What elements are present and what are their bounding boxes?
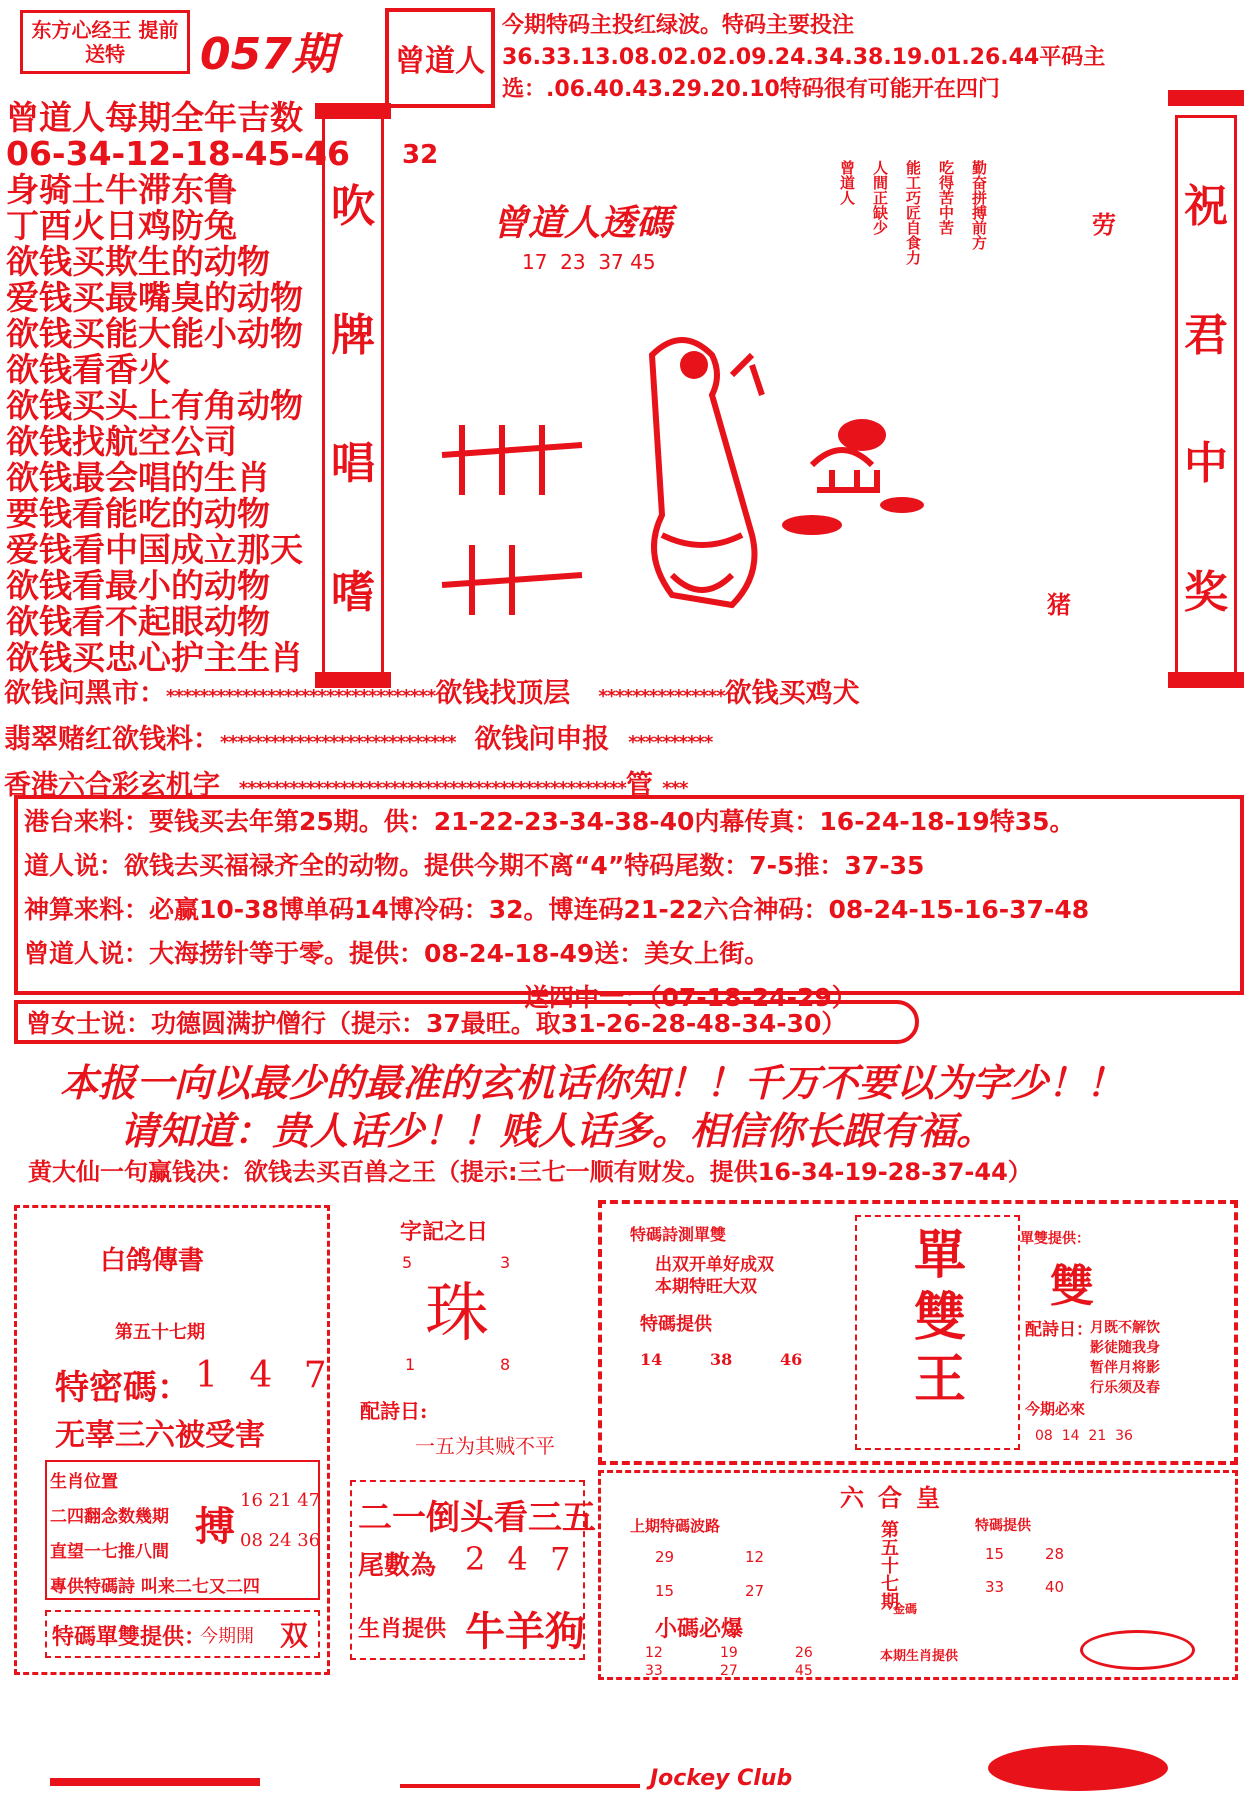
star-line [4,672,860,718]
side-col: 勤奋拼搏前方 [970,160,988,250]
info-line: 送四中一：（07-18-24-29） [524,983,857,1012]
side-col: 吃得苦中苦 [937,160,955,235]
liuhe-right-label: 特碼提供 [975,1518,1031,1534]
banner-char: 祝 [1184,181,1228,233]
table-row: 生肖位置 [50,1472,118,1492]
char-title: 字記之日 [400,1219,489,1245]
star-fill: ********** [628,732,713,753]
liuhe-num: 27 [745,1582,765,1600]
info-line: 港台来料：要钱买去年第25期。供：21-22-23-34-38-40内幕传真：16-24-18-19特35。 [24,807,1075,836]
bo-char: 搏 [195,1503,235,1550]
list-item: 身骑土牛滞东鲁 [6,170,237,209]
star-line [4,718,860,764]
dan-result: 双 [280,1619,309,1652]
info-line: 曾道人说：大海捞针等于零。提供：08-24-18-49送：美女上街。 [24,939,770,968]
list-item: 欲钱看不起眼动物 [6,602,270,641]
list-item: 欲钱看最小的动物 [6,566,270,605]
panel-liuhe-title: 六合皇 [840,1483,954,1512]
banner-cap [1168,90,1244,106]
zodiac-value: 牛羊狗 [465,1608,585,1655]
left-clue-list [6,100,350,676]
small-num: 45 [795,1663,813,1679]
seal-stamp: 曾道人 [385,8,495,108]
today-label: 今期必來 [1025,1400,1086,1418]
picture-title: 曾道人透碼 [492,202,673,244]
side-word: 劳 [1092,211,1116,239]
small-num: 27 [720,1663,738,1679]
poem-label: 配詩日: [360,1399,428,1423]
list-item: 欲钱买忠心护主生肖 [6,638,303,677]
right-poem [1090,1318,1160,1398]
pigeon-nums-2: 08 24 36 [240,1530,321,1551]
list-item: 要钱看能吃的动物 [6,494,270,533]
zodiac-label: 生肖提供 [358,1616,447,1642]
star-fill: ********************************************** [238,778,626,799]
issue-number: 057期 [200,29,336,80]
liuhe-mid2: 金碼 [893,1602,918,1616]
liuhe-left-label: 上期特碼波路 [630,1517,721,1535]
small-row-1 [645,1645,813,1661]
list-item: 丁酉火日鸡防兔 [6,206,237,245]
panel-pigeon-title: 白鸽傳書 [100,1246,205,1276]
liuhe-num: 15 [655,1582,675,1600]
corner-number: 32 [402,140,439,170]
liuhe-zodiac-label: 本期生肖提供 [880,1649,959,1664]
pigeon-poem: 无辜三六被受害 [55,1418,265,1453]
info-line: 道人说：欲钱去买福禄齐全的动物。提供今期不离“4”特码尾数：7-5推：37-35 [24,851,925,880]
liuhe-mid: 第五十七期 [878,1520,899,1610]
huang-line: 黄大仙一句赢钱决：欲钱去买百兽之王（提示:三七一顺有财发。提供16-34-19-28-37-44） [28,1158,1032,1186]
small-row-2 [645,1663,813,1679]
list-item: 06-34-12-18-45-46 [6,134,351,173]
king-char: 雙 [913,1287,966,1348]
star-fill: *** [662,778,688,799]
banner-char: 君 [1184,309,1228,361]
poem-line: 暂伴月将影 [1090,1360,1160,1376]
liuhe-num: 28 [1045,1545,1065,1563]
star-fill: ******************************** [166,686,436,707]
special-code: 1 4 7 [195,1355,337,1396]
dan-label: 特碼單雙提供： [52,1624,207,1650]
big-char: 珠 [425,1277,489,1351]
right-vertical-banner [1175,115,1237,675]
tail-nums: 2 4 7 [465,1540,577,1578]
list-item: 欲钱买能大能小动物 [6,314,303,353]
liuhe-num: 15 [985,1545,1005,1563]
num-3: 3 [500,1253,511,1272]
poem-line: 月既不解饮 [1090,1320,1160,1336]
liuhe-r2 [655,1582,764,1600]
panel-pigeon-issue: 第五十七期 [115,1322,205,1343]
side-columns [837,160,990,265]
scene-drawing [432,315,992,635]
poem-line: 行乐须及春 [1090,1380,1160,1396]
banner-char: 唱 [331,438,375,490]
oddeven-line-1: 出双开单好成双 [655,1255,774,1275]
header-notice: 今期特码主投红绿波。特码主要投注36.33.13.08.02.02.09.24.34.38.19.01.26.44平码主选：.06.40.43.29.20.10特码很有可能开在四门 [502,13,1106,102]
info-last-line: 曾女士说：功德圆满护僧行（提示：37最旺。取31-26-28-48-34-30） [26,1009,847,1038]
banner-char: 牌 [331,309,375,361]
footer-dash [400,1784,640,1788]
king-char: 單 [913,1225,966,1286]
jockey-club-text: Jockey Club [650,1766,793,1791]
oddeven-line-2: 本期特旺大双 [655,1277,757,1297]
banner-char: 嗜 [331,566,375,618]
list-item: 爱钱看中国成立那天 [6,530,303,569]
side-col: 人間正缺少 [871,160,889,235]
liuhe-num: 40 [1045,1578,1065,1596]
right-big: 雙 [1050,1261,1094,1312]
illustration-panel [392,115,1172,635]
poem-line: 影徒随我身 [1090,1340,1160,1356]
footer-bar [50,1778,260,1786]
star-line-label: 欲钱问黑市： [4,678,166,709]
liuhe-num: 29 [655,1548,675,1566]
oddeven-king [895,1225,985,1411]
king-char: 王 [913,1349,966,1410]
oddeven-num: 46 [780,1350,803,1369]
star-line-clue: 管 [625,770,653,801]
footer-emblem [988,1745,1168,1791]
logo-block: 东方心经王 提前送特 [20,10,190,74]
star-fill: **************************** [220,732,456,753]
table-row: 二四翻念数幾期 [50,1507,169,1527]
star-fill: *************** [598,686,725,707]
big-phrase: 二一倒头看三五 [358,1498,596,1538]
poem-text: 一五为其贼不平 [415,1434,555,1458]
small-code-title: 小碼必爆 [655,1616,744,1642]
panel-oddeven-title: 特碼詩測單雙 [630,1225,727,1244]
num-5: 5 [402,1253,413,1272]
oddeven-sub: 特碼提供 [640,1314,712,1335]
list-item: 欲钱找航空公司 [6,422,237,461]
list-item: 欲钱最会唱的生肖 [6,458,270,497]
liuhe-num: 12 [745,1548,765,1566]
liuhe-emblem [1080,1630,1195,1670]
small-num: 12 [645,1645,663,1661]
star-line-clue: 欲钱问申报 [474,724,610,755]
oddeven-num: 38 [710,1350,733,1369]
banner-char: 中 [1184,438,1228,490]
code-label: 特密碼： [55,1368,191,1408]
list-item: 欲钱买欺生的动物 [6,242,270,281]
banner-cap [1168,672,1244,688]
liuhe-r4 [985,1578,1064,1596]
right-title: 單雙提供： [1020,1231,1090,1247]
today-nums: 08 14 21 36 [1035,1428,1133,1444]
tail-label: 尾數為 [358,1551,437,1581]
list-item: 欲钱看香火 [6,350,171,389]
picture-numbers: 17 23 37 45 [522,250,656,274]
star-line-clue: 欲钱买鸡犬 [724,678,860,709]
small-num: 26 [795,1645,813,1661]
side-col: 曾道人 [838,160,856,205]
list-item: 欲钱买头上有角动物 [6,386,303,425]
slogan-line-1: 本报一向以最少的最准的玄机话你知！！千万不要以为字少！！ [60,1060,1125,1105]
list-item: 曾道人每期全年吉数 [6,98,303,137]
oddeven-nums [640,1350,850,1369]
list-item: 爱钱买最嘴臭的动物 [6,278,303,317]
side-col: 能工巧匠自食力 [904,160,922,265]
star-line-clue: 欲钱找顶层 [435,678,571,709]
star-lines [4,672,860,810]
liuhe-r3 [985,1545,1064,1563]
banner-cap [315,103,391,119]
star-line-label: 翡翠赌红欲钱料： [4,724,220,755]
banner-char: 奖 [1184,566,1228,618]
right-label: 配詩日： [1025,1320,1093,1340]
slogan-line-2: 请知道：贵人话少！！贱人话多。相信你长跟有福。 [120,1108,995,1153]
left-vertical-banner [322,115,384,675]
info-lines [24,800,1089,1020]
star-line-label: 香港六合彩玄机字 [4,770,220,801]
oddeven-num: 14 [640,1350,663,1369]
small-num: 33 [645,1663,663,1679]
table-row: 專供特碼詩 叫来二七又二四 [50,1577,260,1597]
dan-value: 今期開 [200,1626,254,1647]
pig-label: 猪 [1047,591,1071,619]
num-8: 8 [500,1355,511,1374]
info-line: 神算来料：必赢10-38博单码14博冷码：32。博连码21-22六合神码：08-24-15-16-37-48 [24,895,1090,924]
table-row: 直望一七推八間 [50,1542,169,1562]
pigeon-nums-1: 16 21 47 [240,1490,321,1511]
liuhe-r1 [655,1548,764,1566]
small-num: 19 [720,1645,738,1661]
num-1: 1 [405,1355,416,1374]
banner-char: 吹 [331,181,375,233]
liuhe-num: 33 [985,1578,1005,1596]
